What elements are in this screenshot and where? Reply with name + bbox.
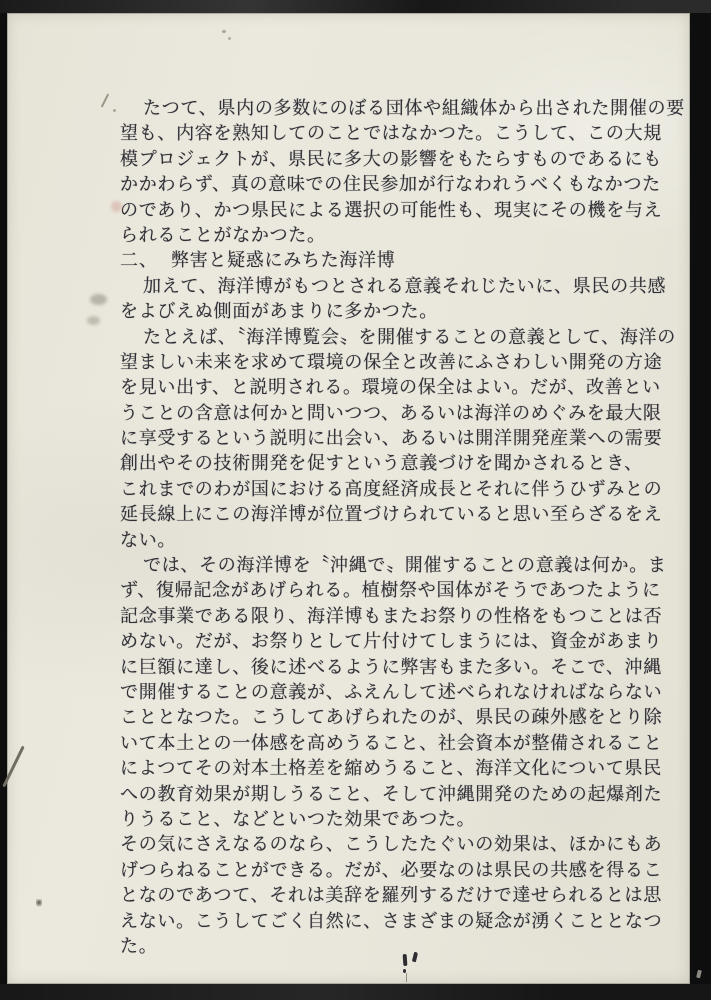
section-heading bbox=[120, 248, 676, 273]
ink-stain bbox=[111, 201, 122, 212]
text-line: では、その海洋博を〝沖縄で〟開催することの意義は何か。ま bbox=[143, 555, 667, 577]
pencil-dot-mark bbox=[113, 109, 116, 112]
pencil-mark bbox=[101, 93, 110, 107]
edge-ink-mark bbox=[696, 970, 702, 979]
section-title: 弊害と疑惑にみちた海洋博 bbox=[171, 250, 396, 272]
text-line: ず、復帰記念があげられる。植樹祭や国体がそうであつたように bbox=[120, 580, 661, 602]
text-line: ない。 bbox=[120, 529, 177, 551]
scanner-frame-bottom bbox=[0, 984, 711, 1000]
text-line: たとえば、〝海洋博覧会〟を開催することの意義として、海洋の bbox=[143, 326, 676, 348]
text-line: こととなつた。こうしてあげられたのが、県民の疎外感をとり除 bbox=[120, 707, 663, 729]
text-line: げつらねることができる。だが、必要なのは県民の共感を得るこ bbox=[120, 859, 663, 881]
text-line: となのであつて、それは美辞を羅列するだけで達せられるとは思 bbox=[120, 885, 662, 907]
text-line: で開催することの意義が、ふえんして述べられなければならない bbox=[120, 681, 663, 703]
margin-smudge bbox=[90, 294, 107, 305]
text-line: えない。こうしてごく自然に、さまざまの疑念が湧くこととなつ bbox=[120, 910, 663, 932]
text-line: りうること、などといつた効果であつた。 bbox=[120, 808, 476, 830]
text-line: うことの含意は何かと問いつつ、あるいは海洋のめぐみを最大限 bbox=[120, 402, 662, 424]
text-line: 模プロジェクトが、県民に多大の影響をもたらすものであるにも bbox=[120, 148, 662, 170]
text-line: その気にさえなるのなら、こうしたたぐいの効果は、ほかにもあ bbox=[120, 834, 663, 856]
ink-squiggle bbox=[36, 899, 42, 908]
text-line: かかわらず、真の意味での住民参加が行なわれうべくもなかつた bbox=[120, 174, 661, 196]
text-line: 記念事業である限り、海洋博もまたお祭りの性格をもつことは否 bbox=[120, 605, 663, 627]
text-line: いて本土との一体感を高めうること、社会資本が整備されること bbox=[120, 732, 663, 754]
paper-speck bbox=[228, 37, 231, 40]
document-page bbox=[7, 13, 690, 984]
text-line: への教育効果が期しうること、そして沖縄開発のための起爆剤た bbox=[120, 783, 663, 805]
text-line: たつて、県内の多数にのぼる団体や組織体から出された開催の要 bbox=[143, 98, 685, 119]
text-line: 創出やその技術開発を促すという意義づけを聞かされるとき、 bbox=[120, 453, 643, 475]
stray-ink-mark bbox=[403, 954, 408, 966]
text-line: これまでのわが国における高度経済成長とそれに伴うひずみとの bbox=[120, 478, 663, 500]
text-line: をよびえぬ側面があまりに多かつた。 bbox=[120, 301, 438, 323]
text-line: られることがなかつた。 bbox=[120, 224, 326, 246]
scanner-frame-top bbox=[0, 0, 711, 13]
text-line: に享受するという説明に出会い、あるいは開洋開発産業への需要 bbox=[120, 428, 663, 450]
text-line: のであり、かつ県民による選択の可能性も、現実にその機を与え bbox=[120, 199, 663, 221]
text-line: た。 bbox=[120, 935, 158, 957]
text-line: を見い出す、と説明される。環境の保全はよい。だが、改善とい bbox=[120, 377, 661, 399]
section-number: 二、 bbox=[120, 250, 158, 272]
text-line: 延長線上にこの海洋博が位置づけられていると思い至らざるをえ bbox=[120, 504, 663, 526]
text-line: によつてその対本土格差を縮めうること、海洋文化について県民 bbox=[120, 758, 662, 780]
paper-speck bbox=[222, 30, 226, 33]
text-line: 望も、内容を熟知してのことではなかつた。こうして、この大規 bbox=[120, 123, 662, 145]
text-line: 加えて、海洋博がもつとされる意義それじたいに、県民の共感 bbox=[143, 275, 667, 297]
text-block bbox=[120, 96, 685, 959]
text-line: めない。だが、お祭りとして片付けてしまうには、資金があまり bbox=[120, 631, 663, 653]
stray-ink-mark bbox=[406, 973, 407, 982]
text-line: 望ましい未来を求めて環境の保全と改善にふさわしい開発の方途 bbox=[120, 351, 663, 373]
margin-smudge bbox=[87, 316, 100, 325]
text-line: に巨額に達し、後に述べるように弊害もまた多い。そこで、沖縄 bbox=[120, 656, 662, 678]
